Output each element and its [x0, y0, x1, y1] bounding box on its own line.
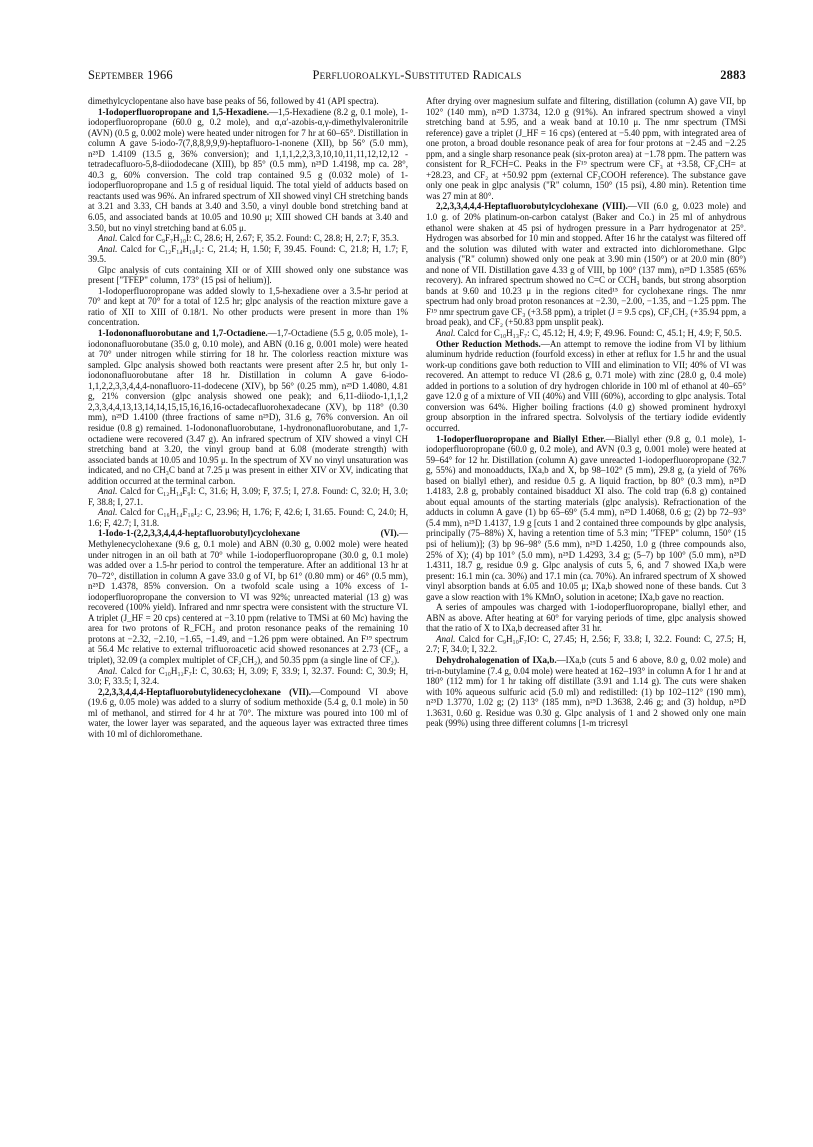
section-heading: Other Reduction Methods.: [436, 338, 541, 349]
section-heading: 1-Iodoperfluoropropane and Biallyl Ether.: [436, 433, 606, 444]
paragraph-text: —1,7-Octadiene (5.5 g, 0.05 mole), 1-iodononafluorobutane (35.0 g, 0.10 mole), and ABN (0.16 g, 0.001 mole) were heated at 70° under nitrogen while stirring for 18 hr. The colorless reaction mixture was sampled. Glpc analysis showed both reactants were present after 2.5 hr, but only 1-iodononafluorobutane after 18 hr. Distillation in column A gave 6-iodo-1,1,2,2,3,3,4,4,4-nonafluoro-11-dodecene (XIV), bp 56° (0.25 mm), n²⁵D 1.4080, 4.81 g, 21% conversion (glpc analysis showed one peak); and 6,11-diiodo-1,1,1,2 2,3,3,4,4,13,13,14,14,15,15,16,16,16-octadecafluorohexadecane (XV), bp 118° (0.30 mm), n²⁵D 1.4100 (three fractions of same n²⁵D), 31.6 g, 76% conversion. An oil residue (0.8 g) remained. 1-Iodononafluorobutane, 1-hydrononafluorobutane, and 1,7-octadiene were recovered (3.47 g). An infrared spectrum of XIV showed a vinyl CH stretching band at 3.20, the vinyl group band at 6.08 (moderate strength) with associated bands at 10.05 and 10.95 μ. In the spectrum of XV no vinyl unsaturation was indicated, and no CH₃C band at 7.25 μ was present in either XIV or XV, indicating that addition occurred at the terminal carbon.: [88, 328, 408, 486]
paragraph-text: Calcd for C₁₆H₁₄F₁₈I₂: C, 23.96; H, 1.76; F, 42.6; I, 31.65. Found: C, 24.0; H, 1.6; F, 42.7; I, 31.8.: [88, 507, 408, 528]
header-date: September 1966: [88, 68, 173, 82]
analysis-label: Anal.: [98, 665, 118, 676]
paragraph-text: —1,5-Hexadiene (8.2 g, 0.1 mole), 1-iodoperfluoropropane (60.0 g, 0.2 mole), and α,α′-azobis-α,γ-dimethylvaleronitrile (AVN) (0.5 g, 0.002 mole) were heated under nitrogen for 7 hr at 60–65°. Distillation in column A gave 5-iodo-7(7,8,8,9,9,9)-heptafluoro-1-nonene (XII), bp 56° (5.0 mm), n²⁵D 1.4109 (13.5 g, 36% conversion); and 1,1,1,2,2,3,3,10,10,11,11,12,12,12 - tetradecafluoro-5,8-diiododecane (XIII), bp 85° (0.5 mm), n²⁵D 1.4198, mp ca. 28°, 40.3 g, 60% conversion. The cold trap contained 9.5 g (0.032 mole) of 1-iodoperfluoropropane and 1.5 g of residual liquid. The total yield of adducts based on reactants used was 96%. An infrared spectrum of XII showed vinyl CH stretching bands at 3.21 and 3.33, CH bands at 3.40 and 3.50, a vinyl double bond stretching band at 6.05, and associated bands at 10.05 and 10.90 μ; XIII showed CH bands at 3.40 and 3.50, but no vinyl stretching band at 6.05 μ.: [88, 106, 408, 233]
right-column: [426, 96, 746, 1126]
paragraph-text: —VII (6.0 g, 0.023 mole) and 1.0 g. of 20% platinum-on-carbon catalyst (Baker and Co.) in 25 ml of anhydrous ethanol were shaken at 45 psi of hydrogen pressure in a Parr hydrogenator at 25°. Hydrogen was absorbed for 10 min and stopped. After 16 hr the catalyst was filtered off and the solution was diluted with water and extracted into dichloromethane. Glpc analysis ("R" column) showed only one peak at 3.90 min (150°) or at 20.0 min (80°) and none of VII. Distillation gave 4.33 g of VIII, bp 100° (137 mm), n²⁵D 1.3585 (65% recovery). An infrared spectrum showed no C=C or CCH₃ bands, but strong absorption bands at 9.60 and 10.23 μ in the regions cited¹⁵ for cyclohexane rings. The nmr spectrum had only broad proton resonances at −2.30, −2.00, −1.35, and −1.25 ppm. The F¹⁹ nmr spectrum gave CF₃ (+3.58 ppm), a triplet (J = 9.5 cps), CF₂CH₂ (+35.94 ppm, a broad peak), and CF₂ (+50.83 ppm unsplit peak).: [426, 201, 746, 328]
paragraph: [426, 328, 746, 339]
paragraph: [88, 96, 408, 107]
paragraph-text: —Methylenecyclohexane (9.6 g, 0.1 mole) and ABN (0.30 g, 0.002 mole) were heated under nitrogen in an oil bath at 70° while 1-iodoperfluoropropane (30.0 g, 0.1 mole) was added over a 1.5-hr period to control the temperature. After an additional 13 hr at 70–72°, distillation in column A gave 33.0 g of VI, bp 61° (0.80 mm) or 46° (0.5 mm), n²⁵D 1.4378, 85% conversion. On a twofold scale using a 10% excess of 1-iodoperfluoropropane the conversion to VI was 92%; unreacted material (13 g) was recovered (100% yield). Infrared and nmr spectra were consistent with the structure VI. A triplet (J_HF = 20 cps) centered at −3.10 ppm (relative to TMSi at 60 Mc) having the area for two protons of R_FCH₂ and proton resonance peaks of the remaining 10 protons at −2.32, −2.10, −1.65, −1.49, and −1.26 ppm were obtained. An F¹⁹ spectrum at 56.4 Mc relative to external trifluoroacetic acid showed resonances at 2.73 (CF₃, a triplet), 32.09 (a complex multiplet of CF₂CH₂), and 50.35 ppm (a single line of CF₂).: [88, 528, 408, 665]
section-heading: 2,2,3,3,4,4,4-Heptafluorobutylcyclohexane (VIII).: [436, 201, 628, 212]
paragraph: [88, 233, 408, 244]
paragraph: [88, 687, 408, 740]
paragraph: [426, 339, 746, 434]
paragraph-text: 1-Iodoperfluoropropane was added slowly to 1,5-hexadiene over a 3.5-hr period at 70° and kept at 70° for a total of 12.5 hr; glpc analysis of the reaction mixture gave a ratio of XII to XIII of 0.18/1. No other products were present in more than 1% concentration.: [88, 285, 408, 328]
paragraph: [426, 201, 746, 328]
paragraph-text: After drying over magnesium sulfate and filtering, distillation (column A) gave VII, bp 102° (140 mm), n²⁵D 1.3734, 12.0 g (91%). An infrared spectrum showed a vinyl stretching band at 5.95, and a weak band at 10.10 μ. The nmr spectrum (TMSi reference) gave a triplet (J_HF = 16 cps) (entered at −5.40 ppm, with integrated area of one proton, a broad double resonance peak of area for four protons at −2.45 and −2.25 ppm, and a single sharp resonance peak (six-proton area) at −1.78 ppm. The pattern was consistent for R_FCH=C. Peaks in the F¹⁹ spectrum were CF₃ at +3.58, CF₂CH= at +28.23, and CF₂ at +50.92 ppm (external CF₃COOH reference). The substance gave only one peak in glpc analysis ("R" column, 150° (15 psi), 4.80 min). Retention time was 27 min at 80°.: [426, 96, 746, 201]
paragraph: [88, 286, 408, 328]
section-heading: 1-Iodo-1-(2,2,3,3,4,4,4-heptafluorobutyl)cyclohexane (VI).: [98, 528, 399, 539]
paragraph-text: A series of ampoules was charged with 1-iodoperfluoropropane, biallyl ether, and ABN as above. After heating at 60° for varying periods of time, glpc analysis showed that the ratio of X to IXa,b decreased after 31 hr.: [426, 602, 746, 634]
paragraph: [426, 96, 746, 201]
section-heading: 1-Iodononafluorobutane and 1,7-Octadiene.: [98, 328, 268, 339]
paragraph-text: —Compound VI above (19.6 g, 0.05 mole) was added to a slurry of sodium methoxide (5.4 g, 0.1 mole) in 50 ml of methanol, and stirred for 4 hr at 70°. The mixture was poured into 100 ml of water, the lower layer was separated, and the aqueous layer was extracted three times with 10 ml of dichloromethane.: [88, 686, 408, 739]
left-column: [88, 96, 408, 1126]
paragraph-text: Glpc analysis of cuts containing XII or of XIII showed only one substance was present ["TFEP" column, 173° (15 psi of helium)].: [88, 264, 408, 286]
paragraph: [88, 107, 408, 234]
section-heading: Dehydrohalogenation of IXa,b.: [436, 654, 557, 665]
paragraph-text: Calcd for C₉H₁₀F₇IO: C, 27.45; H, 2.56; F, 33.8; I, 32.2. Found: C, 27.5; H, 2.7; F, 34.0; I, 32.2.: [426, 633, 746, 655]
analysis-label: Anal.: [98, 243, 118, 254]
analysis-label: Anal.: [436, 328, 456, 339]
page-number: 2883: [720, 68, 746, 82]
header-title: Perfluoroalkyl-Substituted Radicals: [312, 68, 522, 82]
paragraph-text: Calcd for C₁₀H₁₂F₇I: C, 30.63; H, 3.09; F, 33.9; I, 32.37. Found: C, 30.9; H, 3.0; F, 33.5; I, 32.4.: [88, 665, 408, 687]
paragraph: [426, 655, 746, 729]
paragraph: [426, 634, 746, 655]
section-heading: 1-Iodoperfluoropropane and 1,5-Hexadiene.: [98, 106, 269, 117]
paragraph: [88, 666, 408, 687]
paragraph: [88, 265, 408, 286]
analysis-label: Anal.: [436, 633, 456, 644]
analysis-label: Anal.: [98, 486, 118, 497]
paragraph: [426, 602, 746, 634]
analysis-label: Anal.: [98, 233, 118, 244]
paragraph-text: Calcd for C₁₀H₁₃F₇: C, 45.12; H, 4.9; F, 49.96. Found: C, 45.1; H, 4.9; F, 50.5.: [455, 328, 742, 339]
paragraph: [88, 328, 408, 486]
running-header: [88, 68, 746, 84]
paragraph: [88, 486, 408, 507]
paragraph-text: dimethylcyclopentane also have base peaks of 56, followed by 41 (API spectra).: [88, 96, 379, 106]
paragraph: [426, 434, 746, 603]
paragraph-text: Calcd for C₉F₇H₁₀I: C, 28.6; H, 2.67; F, 35.2. Found: C, 28.8; H, 2.7; F, 35.3.: [117, 233, 399, 244]
analysis-label: Anal.: [98, 507, 118, 518]
paragraph-text: Calcd for C₁₂H₁₄F₉I: C, 31.6; H, 3.09; F, 37.5; I, 27.8. Found: C, 32.0; H, 3.0; F, 38.8; I, 27.1.: [88, 486, 408, 507]
paragraph-text: —IXa,b (cuts 5 and 6 above, 8.0 g, 0.02 mole) and tri-n-butylamine (7.4 g, 0.04 mole) were heated at 162–193° in column A for 1 hr and at 180° (112 mm) for 1 hr taking off distillate (3.91 and 1.14 g). The cuts were shaken with 10% aqueous sulfuric acid (5.0 ml) and redistilled: (1) bp 102–112° (190 mm), n²⁵D 1.3770, 1.02 g; (2) 113° (185 mm), n²⁵D 1.3638, 2.46 g; and (3) holdup, n²⁵D 1.3631, 0.60 g. Residue was 0.30 g. Glpc analysis of 1 and 2 showed only one main peak (99%) using three different columns [1-m tricresyl: [426, 654, 746, 729]
section-heading: 2,2,3,3,4,4,4-Heptafluorobutylidenecyclohexane (VII).: [98, 686, 312, 697]
paragraph: [88, 244, 408, 265]
paragraph-text: —Biallyl ether (9.8 g, 0.1 mole), 1-iodoperfluoropropane (60.0 g, 0.2 mole), and AVN (0.3 g, 0.001 mole) were heated at 59–64° for 12 hr. Distillation (column A) gave unreacted 1-iodoperfluoropropane (32.7 g, 55%) and monoadducts, IXa,b and X, bp 98–102° (5 mm), 29.8 g, (a yield of 76% based on biallyl ether), and residue 0.5 g. A liquid fraction, bp 80° (0.3 mm), n²⁵D 1.4183, 2.8 g, probably contained bisadduct XI also. The cold trap (6.8 g) contained about equal amounts of the starting materials (glpc analysis). Refractionation of the adducts in column A gave (1) bp 65–69° (5.4 mm), n²⁵D 1.4068, 0.6 g; (2) bp 72–93° (5.4 mm), n²⁵D 1.4137, 1.9 g [cuts 1 and 2 contained three compounds by glpc analysis, principally (75–88%) X, having a retention time of 5.3 min; "TFEP" column, 150° (15 psi of helium)]; (3) bp 96–98° (5.6 mm), n²⁵D 1.4250, 1.0 g (three compounds also, 25% of X); (4) bp 101° (5.0 mm), n²⁵D 1.4293, 3.4 g; (5–7) bp 100° (5.0 mm), n²⁵D 1.4311, 18.7 g, residue 0.9 g. Glpc analysis of cuts 5, 6, and 7 showed IXa,b were present: 16.1 min (ca. 30%) and 17.1 min (ca. 70%). An infrared spectrum of X showed vinyl absorption bands at 6.05 and 10.05 μ; IXa,b showed none of these bands. Cut 3 gave a slow reaction with 1% KMnO₄ solution in acetone; IXa,b gave no reaction.: [426, 433, 746, 602]
paragraph-text: —An attempt to remove the iodine from VI by lithium aluminum hydride reduction (fourfold excess) in ether at reflux for 1.5 hr and the usual work-up conditions gave both reduction to VIII and elimination to VII; 40% of VI was recovered. An attempt to reduce VI (28.6 g, 0.71 mole) with zinc (28.0 g, 0.4 mole) added in portions to a solution of dry hydrogen chloride in 100 ml of ethanol at 40–65° gave 12.0 g of a mixture of VII (40%) and VIII (60%), according to glpc analysis. Total conversion was 64%. Higher boiling fractions (4.0 g) showed prominent hydroxyl group absorption in the infrared spectra. Solvolysis of the tertiary iodide evidently occurred.: [426, 338, 746, 433]
paragraph: [88, 507, 408, 528]
paragraph-text: Calcd for C₁₂F₁₄H₁₀I₂: C, 21.4; H, 1.50; F, 39.45. Found: C, 21.8; H, 1.7; F, 39.5.: [88, 243, 408, 265]
paragraph: [88, 528, 408, 665]
